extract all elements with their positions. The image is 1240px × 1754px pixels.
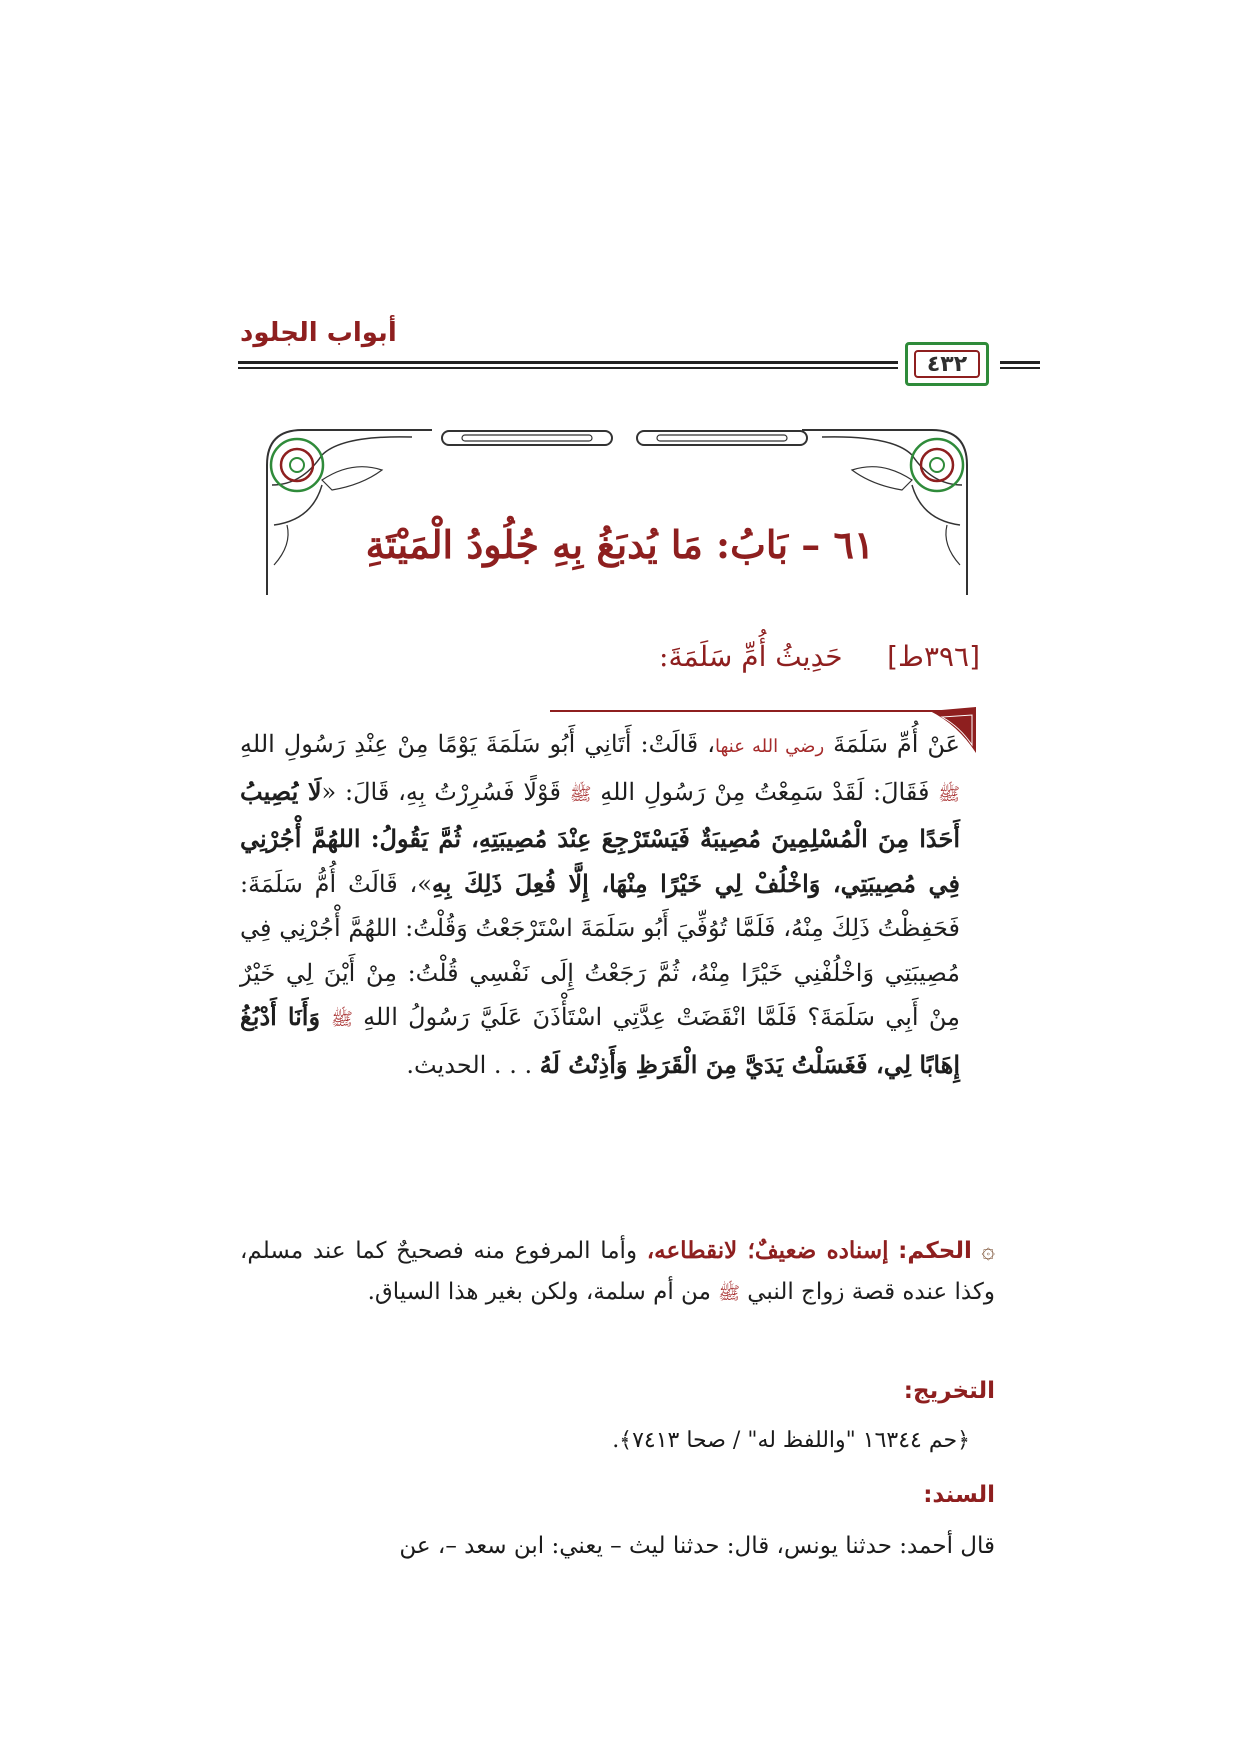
honorific: ﷺ <box>331 1009 353 1030</box>
hadith-text <box>240 722 960 1087</box>
honorific: ﷺ <box>718 1283 740 1304</box>
takhrij-line: ﴿حم ١٦٣٤٤ "واللفظ له" / صحا ٧٤١٣﴾. <box>612 1428 970 1453</box>
chapter-ornament <box>262 425 972 600</box>
header-rule <box>238 367 898 369</box>
hadith-number: [٣٩٦ط] <box>887 640 980 673</box>
ruling-paragraph <box>240 1230 995 1314</box>
quote-rule <box>550 710 975 712</box>
hadith-text-part: قَوْلًا فَسُرِرْتُ بِهِ، قَالَ: « <box>321 777 570 806</box>
star-ornament-icon: ۞ <box>981 1238 996 1264</box>
takhrij-heading: التخريج: <box>903 1378 995 1404</box>
hadith-prophetic-words: لَا يُصِيبُ أَحَدًا مِنَ الْمُسْلِمِينَ مُصِيبَةٌ فَيَسْتَرْجِعَ عِنْدَ مُصِيبَتِهِ، ثُمَّ يَقُولُ: اللهُمَّ أْجُرْنِي فِي مُصِيبَتِي، وَاخْلُفْ لِي خَيْرًا مِنْهَا، إِلَّا فُعِلَ ذَلِكَ بِهِ <box>240 776 960 898</box>
hadith-text-part: »، قَالَتْ أُمُّ سَلَمَةَ: فَحَفِظْتُ ذَلِكَ مِنْهُ، فَلَمَّا تُوُفِّيَ أَبُو سَلَمَةَ اسْتَرْجَعْتُ وَقُلْتُ: اللهُمَّ أْجُرْنِي فِي مُصِيبَتِي وَاخْلُفْنِي خَيْرًا مِنْهُ، ثُمَّ رَجَعْتُ إِلَى نَفْسِي قُلْتُ: مِنْ أَيْنَ لِي خَيْرٌ مِنْ أَبِي سَلَمَةَ؟ فَلَمَّا انْقَضَتْ عِدَّتِي اسْتَأْذَنَ عَلَيَّ رَسُولُ اللهِ <box>240 869 961 1031</box>
honorific: ﷺ <box>938 783 961 805</box>
hadith-header <box>480 640 980 673</box>
sanad-text: قال أحمد: حدثنا يونس، قال: حدثنا ليث – يعني: ابن سعد –، عن <box>399 1533 995 1559</box>
ruling-text: من أم سلمة، ولكن بغير هذا السياق. <box>367 1279 719 1305</box>
ruling-label: الحكم: <box>898 1238 972 1264</box>
hadith-title: حَدِيثُ أُمِّ سَلَمَةَ: <box>659 640 843 673</box>
header-rule <box>1000 361 1040 364</box>
running-title: أبواب الجلود <box>240 318 397 348</box>
hadith-text-part: عَنْ أُمِّ سَلَمَةَ <box>824 730 960 758</box>
ruling-verdict: إسناده ضعيفٌ؛ لانقطاعه، <box>646 1237 889 1264</box>
header-rule <box>1000 367 1040 369</box>
ruling-text: وأما المرفوع منه فصحيحٌ كما عند مسلم، وكذا عنده قصة زواج النبي <box>240 1238 995 1305</box>
hadith-text-part: فَقَالَ: لَقَدْ سَمِعْتُ مِنْ رَسُولِ اللهِ <box>591 777 939 806</box>
honorific: ﷺ <box>569 783 592 805</box>
hadith-text-part: ، قَالَتْ: أَتَانِي أَبُو سَلَمَةَ يَوْمًا مِنْ عِنْدِ رَسُولِ اللهِ <box>240 730 715 758</box>
sanad-heading: السند: <box>923 1482 995 1508</box>
hadith-bold-part: وَأَنَا أَدْبُغُ إِهَابًا لِي، فَغَسَلْتُ يَدَيَّ مِنَ الْقَرَظِ وَأَذِنْتُ لَهُ <box>240 1002 960 1079</box>
page-number: ٤٣٢ <box>914 350 980 378</box>
honorific: رضي الله عنها <box>715 736 825 757</box>
header-rule <box>238 361 898 364</box>
hadith-text-part: . . . الحديث. <box>406 1050 540 1079</box>
chapter-title: ٦١ – بَابُ: مَا يُدبَغُ بِهِ جُلُودُ الْمَيْتَةِ <box>365 522 875 567</box>
page-number-frame <box>905 342 989 386</box>
